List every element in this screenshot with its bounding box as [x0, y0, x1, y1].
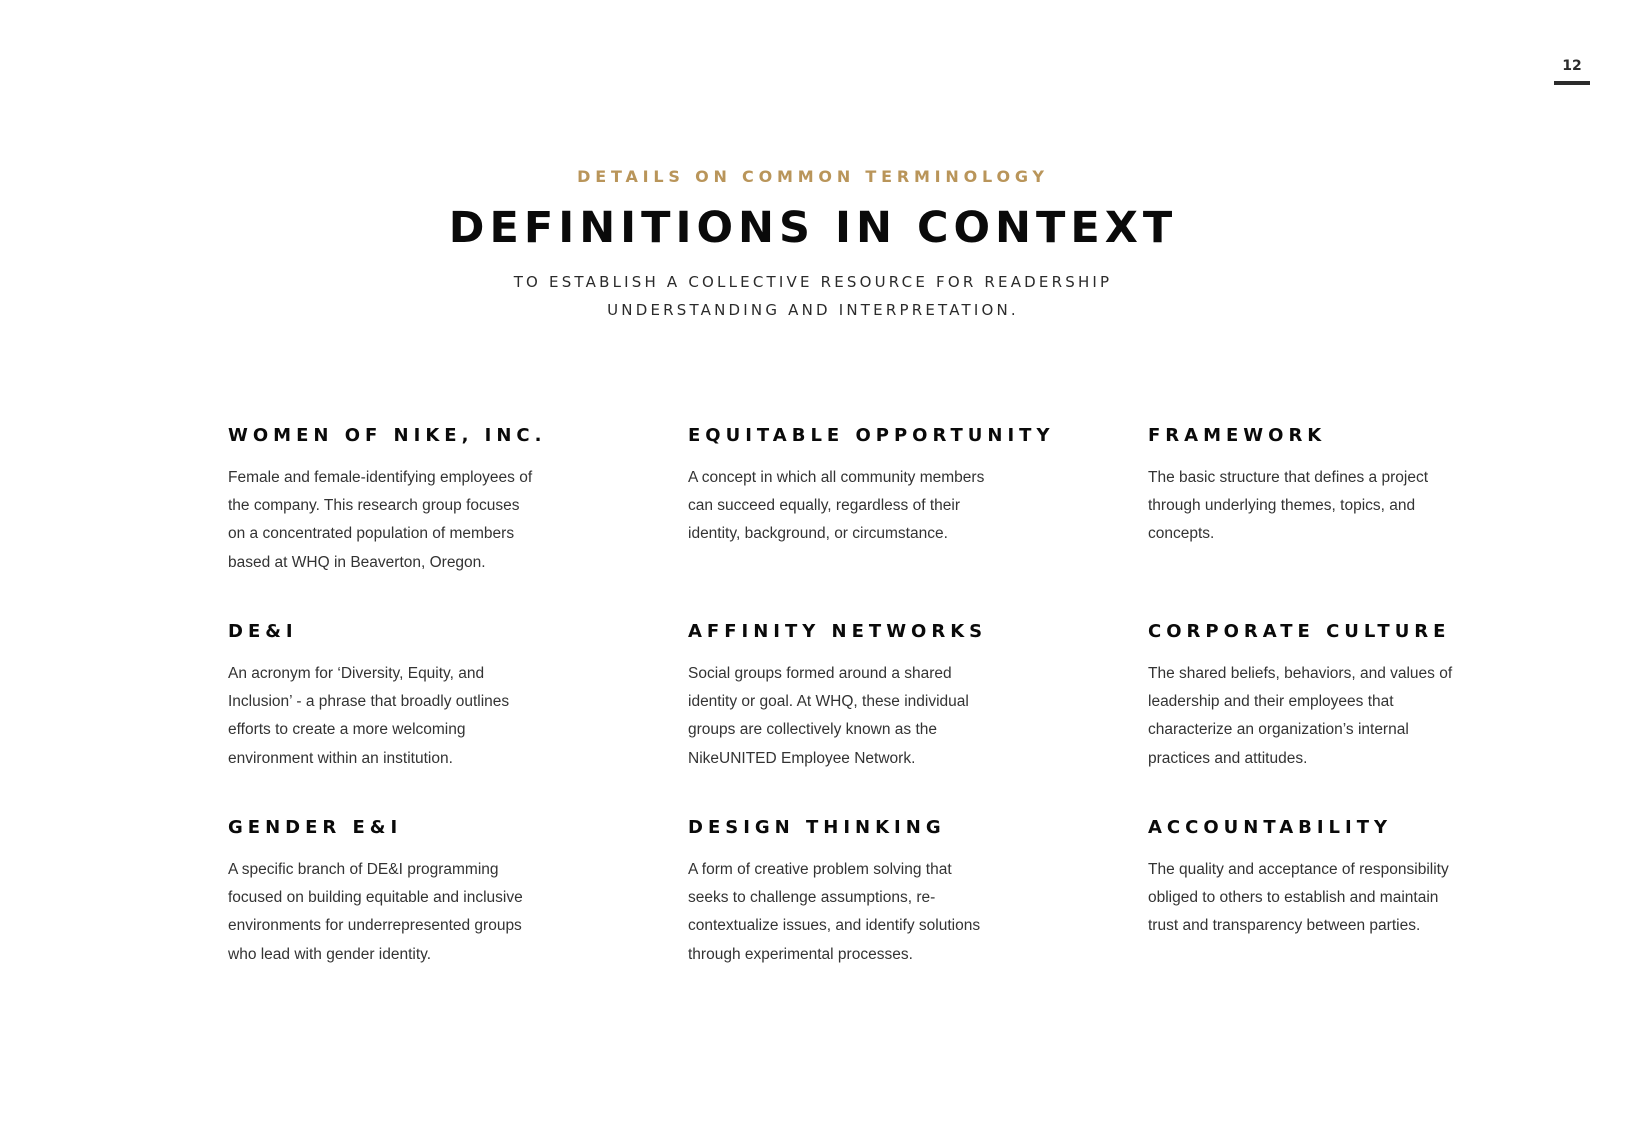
term-definition: [1148, 464, 1493, 549]
page-header: [0, 166, 1626, 324]
definition-line: who lead with gender identity.: [228, 945, 432, 963]
term-title: ACCOUNTABILITY: [1148, 817, 1393, 838]
definition-line: the company. This research group focuses: [228, 497, 520, 515]
definition-line: efforts to create a more welcoming: [228, 721, 466, 739]
definition-line: characterize an organization’s internal: [1148, 721, 1409, 739]
definition-line: leadership and their employees that: [1148, 693, 1394, 711]
definition-line: A concept in which all community members: [688, 469, 985, 486]
definition-line: The basic structure that defines a project: [1148, 469, 1429, 486]
definition-line: identity, background, or circumstance.: [688, 525, 948, 543]
definition-line: Female and female-identifying employees of: [228, 469, 533, 486]
definition-line: The shared beliefs, behaviors, and values of: [1148, 665, 1453, 682]
definition-line: Inclusion’ - a phrase that broadly outlines: [228, 693, 510, 711]
definition-line: environment within an institution.: [228, 749, 453, 767]
definition-line: groups are collectively known as the: [688, 721, 937, 739]
definition-line: Social groups formed around a shared: [688, 665, 952, 682]
term-definition: [1148, 660, 1493, 773]
definition-line: The quality and acceptance of responsibility: [1148, 861, 1449, 878]
term-title: FRAMEWORK: [1148, 425, 1327, 446]
term-title: WOMEN OF NIKE, INC.: [228, 425, 547, 446]
definition-line: focused on building equitable and inclusive: [228, 889, 523, 907]
definition-line: environments for underrepresented groups: [228, 917, 522, 935]
definition-line: identity or goal. At WHQ, these individual: [688, 693, 969, 711]
term-equitable-opportunity: [688, 424, 1148, 620]
page-number-underline: [1554, 81, 1590, 85]
definition-line: A specific branch of DE&I programming: [228, 861, 499, 878]
subtitle-line: TO ESTABLISH A COLLECTIVE RESOURCE FOR READERSHIP: [513, 273, 1113, 291]
term-definition: [228, 856, 573, 969]
term-dei: [228, 620, 688, 816]
term-title: CORPORATE CULTURE: [1148, 621, 1451, 642]
term-definition: [688, 660, 1033, 773]
definition-line: trust and transparency between parties.: [1148, 917, 1421, 935]
term-title: EQUITABLE OPPORTUNITY: [688, 425, 1055, 446]
page-subtitle: [463, 268, 1163, 324]
term-definition: [228, 660, 573, 773]
definition-line: through experimental processes.: [688, 945, 913, 963]
subtitle-line: UNDERSTANDING AND INTERPRETATION.: [607, 301, 1019, 319]
definition-line: contextualize issues, and identify solutions: [688, 917, 981, 935]
term-design-thinking: [688, 816, 1148, 1012]
term-definition: [688, 856, 1033, 969]
term-definition: [1148, 856, 1493, 941]
term-definition: [688, 464, 1033, 549]
definition-line: NikeUNITED Employee Network.: [688, 749, 916, 767]
term-women-of-nike: [228, 424, 688, 620]
definition-line: obliged to others to establish and maintain: [1148, 889, 1439, 907]
term-title: GENDER E&I: [228, 817, 403, 838]
term-accountability: [1148, 816, 1488, 1012]
term-title: DESIGN THINKING: [688, 817, 946, 838]
term-affinity-networks: [688, 620, 1148, 816]
definition-line: through underlying themes, topics, and: [1148, 497, 1416, 515]
page-title: DEFINITIONS IN CONTEXT: [448, 203, 1178, 253]
definition-line: practices and attitudes.: [1148, 749, 1308, 767]
section-eyebrow: DETAILS ON COMMON TERMINOLOGY: [577, 167, 1049, 186]
definition-line: An acronym for ‘Diversity, Equity, and: [228, 665, 485, 682]
term-framework: [1148, 424, 1488, 620]
definition-line: based at WHQ in Beaverton, Oregon.: [228, 553, 486, 571]
definition-line: concepts.: [1148, 525, 1215, 543]
definition-line: seeks to challenge assumptions, re-: [688, 889, 936, 907]
page-number: 12: [1562, 58, 1582, 74]
term-definition: [228, 464, 573, 577]
definitions-grid: [228, 424, 1488, 1012]
term-title: AFFINITY NETWORKS: [688, 621, 988, 642]
term-title: DE&I: [228, 621, 298, 642]
definition-line: on a concentrated population of members: [228, 525, 515, 543]
definition-line: A form of creative problem solving that: [688, 861, 952, 878]
definition-line: can succeed equally, regardless of their: [688, 497, 960, 515]
term-corporate-culture: [1148, 620, 1488, 816]
term-gender-ei: [228, 816, 688, 1012]
